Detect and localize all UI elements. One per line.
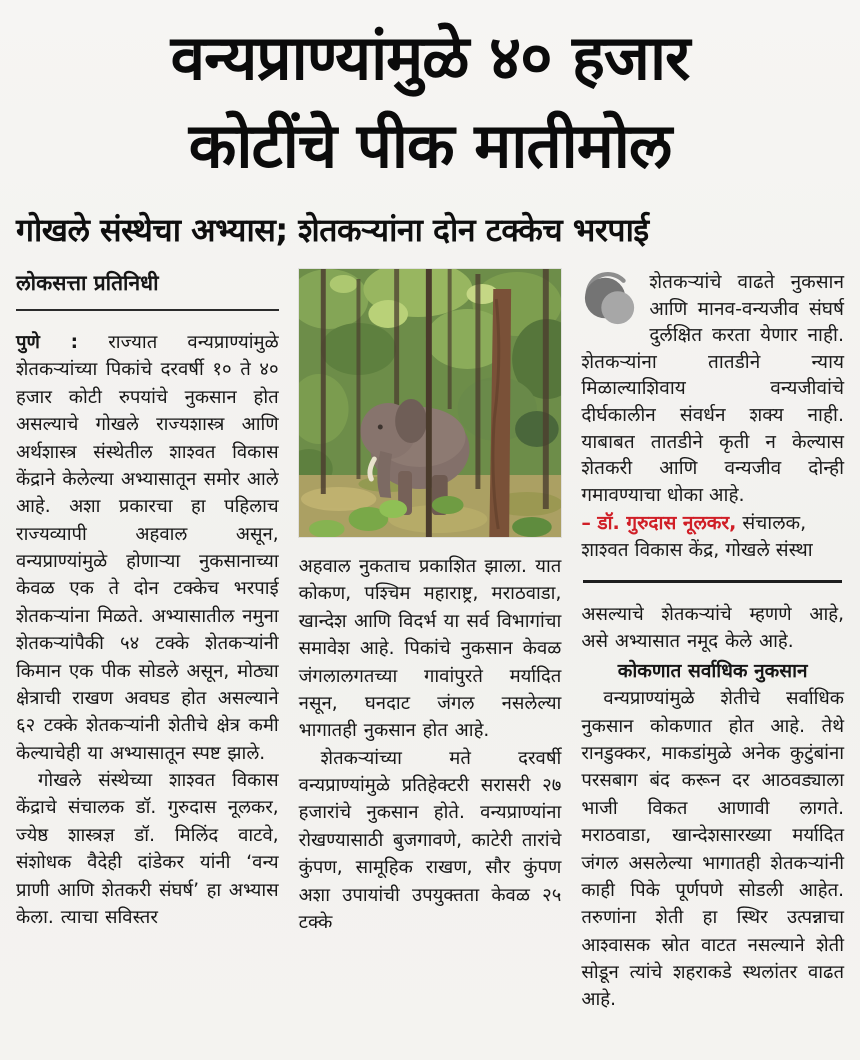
quote-attribution [581,510,844,563]
paragraph: असल्याचे शेतकऱ्यांचे म्हणणे आहे, असे अभ्यासात नमूद केले आहे. [581,603,845,652]
paragraph: वन्यप्राण्यांमुळे शेतीचे सर्वाधिक नुकसान कोकणात होत आहे. तेथे रानडुक्कर, माकडांमुळे अनेक कुटुंबांना परसबाग बंद करून दर आठवड्याला भाजी विकत आणावी लागते. मराठवाडा, खान्देशसारख्या मर्यादित जंगल असलेल्या भागातही शेतकऱ्यांनी काही पिके पूर्णपणे सोडली आहेत. तरुणांना शेती हा स्थिर उत्पन्नाचा आश्वासक स्रोत वाटत नसल्याने शेती सोडून त्यांचे शहराकडे स्थलांतर वाढत आहे. [581,688,845,1011]
paragraph: शेतकऱ्यांच्या मते दरवर्षी वन्यप्राण्यांमुळे प्रतिहेक्टरी सरासरी २७ हजारांचे नुकसान होते. वन्यप्राण्यांना रोखण्यासाठी बुजगावणे, काटेरी तारांचे कुंपण, सामूहिक राखण, सौर कुंपण अशा उपायांची उपयुक्तता केवळ २५ टक्के [298,747,562,933]
paragraph [16,329,279,767]
quote-divider [583,580,842,583]
paragraph: अहवाल नुकताच प्रकाशित झाला. यात कोकण, पश्चिम महाराष्ट्र, मराठवाडा, खान्देश आणि विदर्भ या सर्व विभागांचा समावेश आहे. पिकांचे नुकसान केवळ जंगलालगतच्या गावांपुरते मर्यादित नसून, घनदाट जंगल नसलेल्या भागातही नुकसान होत आहे. [298,556,562,742]
article-photo-elephant-forest [299,269,562,537]
elephant-forest-illustration [299,269,562,537]
column-middle [299,269,562,936]
headline-line-2: कोटींचे पीक मातीमोल [188,109,672,183]
byline: लोकसत्ता प्रतिनिधी [16,269,279,311]
headline-line-1: वन्यप्राण्यांमुळे ४० हजार [170,21,690,94]
column-right [581,269,844,1014]
article-columns [16,269,844,1014]
paragraph-text: राज्यात वन्यप्राण्यांमुळे शेतकऱ्यांच्या पिकांचे दरवर्षी १० ते ४० हजार कोटी रुपयांचे नुकसान होत असल्याचे गोखले राज्यशास्त्र आणि अर्थशास्त्र संस्थेतील शाश्वत विकास केंद्राने केलेल्या अभ्यासातून समोर आले आहे. अशा प्रकारचा हा पहिलाच राज्यव्यापी अहवाल असून, वन्यप्राण्यांमुळे होणाऱ्या नुकसानाच्या केवळ एक ते दोन टक्केच भरपाई शेतकऱ्यांना मिळते. अभ्यासातील नमुना शेतकऱ्यांपैकी ५४ टक्के शेतकऱ्यांनी किमान एक पीक सोडले असून, मोठ्या क्षेत्राची राखण अवघड होत असल्याने ६२ टक्के शेतकऱ्यांनी शेतीचे क्षेत्र कमी केल्याचेही या अभ्यासातून स्पष्ट झाले. [16,332,279,764]
quote-mark-icon [581,271,639,327]
quote-text: शेतकऱ्यांचे वाढते नुकसान आणि मानव-वन्यजीव संघर्ष दुर्लक्षित करता येणार नाही. शेतकऱ्यांना तातडीने न्याय मिळाल्याशिवाय वन्यजीवांचे दीर्घकालीन संवर्धन शक्य नाही. याबाबत तातडीने कृती न केल्यास शेतकरी आणि वन्यजीव दोन्ही गमावण्याचा धोका आहे. [581,271,845,506]
section-subhead: कोकणात सर्वाधिक नुकसान [617,660,808,683]
subheadline: गोखले संस्थेचा अभ्यास; शेतकऱ्यांना दोन टक्केच भरपाई [16,211,649,250]
quote-attribution-name: – डॉ. गुरुदास नूलकर, [581,512,737,535]
quote-attribution-role: संचालक, शाश्वत विकास केंद्र, गोखले संस्था [581,512,813,561]
pull-quote [581,269,844,583]
main-headline [16,14,844,190]
paragraph: गोखले संस्थेच्या शाश्वत विकास केंद्राचे संचालक डॉ. गुरुदास नूलकर, ज्येष्ठ शास्त्रज्ञ डॉ. मिलिंद वाटवे, संशोधक वैदेही दांडेकर यांनी ‘वन्य प्राणी आणि शेतकरी संघर्ष’ हा अभ्यास केला. त्याचा सविस्तर [16,770,279,928]
column-left [16,269,279,931]
dateline: पुणे : [16,332,79,354]
